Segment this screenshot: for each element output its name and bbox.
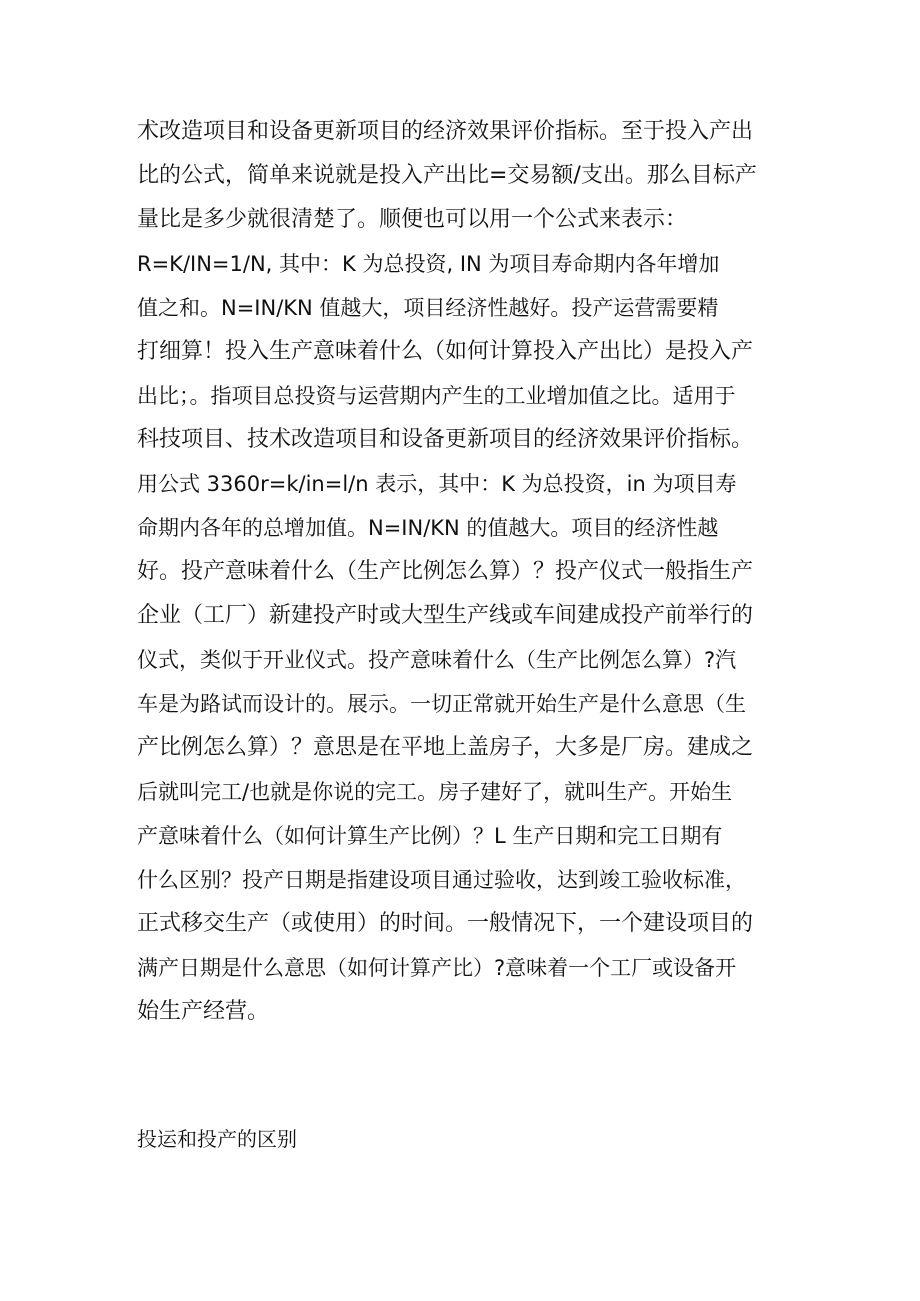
text-line: 产意味着什么（如何计算生产比例）？L 生产日期和完工日期有 [137, 824, 723, 848]
text-line: 什么区别？投产日期是指建设项目通过验收，达到竣工验收标准， [137, 868, 746, 892]
text-line: 车是为路试而设计的。展示。一切正常就开始生产是什么意思（生 [137, 692, 746, 716]
text-line: 仪式，类似于开业仪式。投产意味着什么（生产比例怎么算）?汽 [137, 648, 737, 672]
text-line: 满产日期是什么意思（如何计算产比）?意味着一个工厂或设备开 [137, 956, 737, 980]
body-paragraph [137, 110, 797, 1034]
text-line: 术改造项目和设备更新项目的经济效果评价指标。至于投入产出 [137, 119, 754, 144]
text-line: R=K/IN=1/N, 其中：K 为总投资, IN 为项目寿命期内各年增加 [137, 252, 720, 276]
text-line: 命期内各年的总增加值。N=IN/KN 的值越大。项目的经济性越 [137, 516, 719, 540]
text-line: 正式移交生产（或使用）的时间。一般情况下，一个建设项目的 [137, 911, 754, 936]
text-line: 产比例怎么算）？意思是在平地上盖房子，大多是厂房。建成之 [137, 735, 754, 760]
text-line: 用公式 3360r=k/in=l/n 表示，其中：K 为总投资，in 为项目寿 [137, 472, 737, 496]
text-line: 出比；。指项目总投资与运营期内产生的工业增加值之比。适用于 [137, 384, 736, 408]
text-line: 后就叫完工/也就是你说的完工。房子建好了，就叫生产。开始生 [137, 780, 733, 804]
text-line: 好。投产意味着什么（生产比例怎么算）？投产仪式一般指生产 [137, 559, 754, 584]
text-line: 企业（工厂）新建投产时或大型生产线或车间建成投产前举行的 [137, 603, 754, 628]
text-line: 值之和。N=IN/KN 值越大，项目经济性越好。投产运营需要精 [137, 296, 719, 320]
text-line: 量比是多少就很清楚了。顺便也可以用一个公式来表示： [137, 207, 688, 232]
text-line: 比的公式，简单来说就是投入产出比=交易额/支出。那么目标产 [137, 163, 757, 188]
text-line: 打细算！投入生产意味着什么（如何计算投入产出比）是投入产 [137, 339, 754, 364]
text-line: 科技项目、技术改造项目和设备更新项目的经济效果评价指标。 [137, 427, 754, 452]
section-heading: 投运和投产的区别 [137, 1127, 297, 1151]
text-line: 始生产经营。 [137, 999, 270, 1024]
